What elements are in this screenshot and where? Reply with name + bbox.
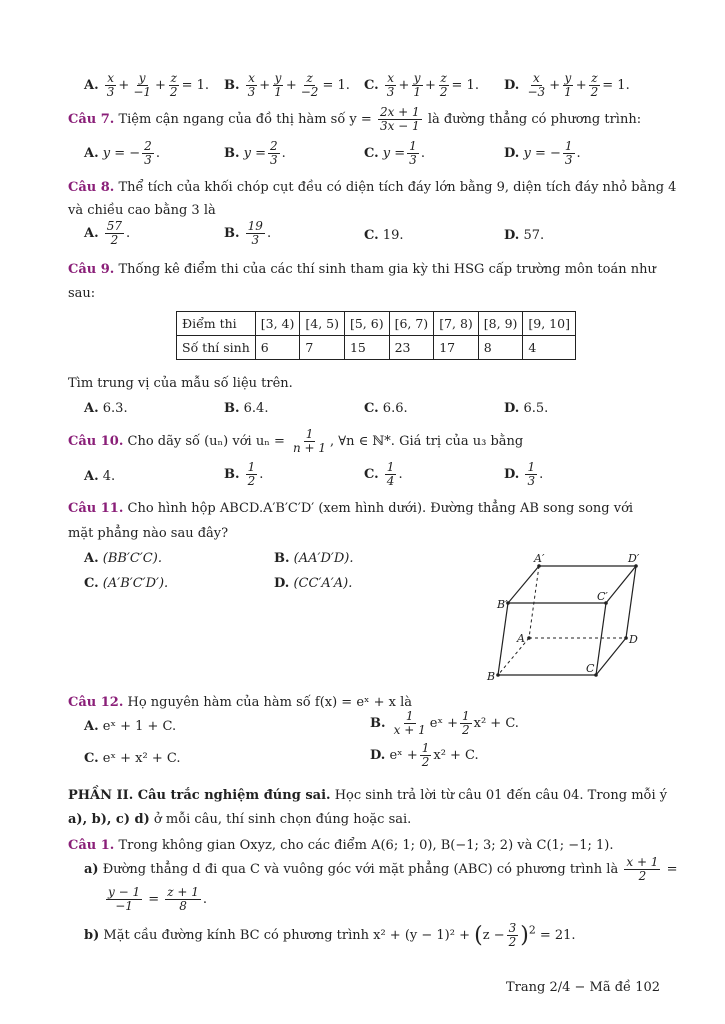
table-cell: 15: [344, 336, 389, 360]
q11-option-c: C. (A′B′C′D′).: [84, 576, 169, 591]
table-cell: 23: [389, 336, 434, 360]
q10-option-b: B. $\frac{1}{2}$ .: [224, 460, 264, 488]
table-cell: [3, 4): [255, 312, 300, 336]
q10-option-c: C. $\frac{1}{4}$ .: [364, 460, 403, 488]
table-cell: [5, 6): [344, 312, 389, 336]
q7-option-d: D. y = − $\frac{1}{3}$ .: [504, 139, 581, 167]
q10-option-d: D. $\frac{1}{3}$ .: [504, 460, 544, 488]
q9-option-a: A. 6.3.: [84, 401, 128, 416]
score-table: [176, 311, 576, 360]
q10-stem: Câu 10. Cho dãy số (uₙ) với uₙ = $\frac{1}{n + 1}$ , ∀n ∈ ℕ*. Giá trị của u₃ bằng: [68, 427, 524, 455]
table-cell: [6, 7): [389, 312, 434, 336]
table-cell: 4: [523, 336, 576, 360]
q8-stem: Câu 8. Thể tích của khối chóp cụt đều có diện tích đáy lớn bằng 9, diện tích đáy nhỏ bằng 4: [68, 180, 677, 195]
q7-stem: Câu 7. Tiệm cận ngang của đồ thị hàm số y = $\frac{2x + 1}{3x - 1}$ là đường thẳng có phương trình:: [68, 105, 642, 133]
table-cell: [9, 10]: [523, 312, 576, 336]
part2-header-line2: a), b), c) d) ở mỗi câu, thí sinh chọn đúng hoặc sai.: [68, 812, 412, 827]
q12-option-d: D. eˣ + $\frac{1}{2}$ x² + C.: [370, 741, 479, 769]
q6-option-b: B. $\frac{x}{3}$ + $\frac{y}{1}$ + $\frac{z}{-2}$ = 1.: [224, 71, 350, 99]
vertex-label-a1: A′: [534, 552, 545, 565]
q8-option-c: C. 19.: [364, 228, 404, 243]
q8-option-b: B. $\frac{19}{3}$ .: [224, 219, 272, 247]
vertex-label-a: A: [517, 632, 525, 645]
q11-option-d: D. (CC′A′A).: [274, 576, 353, 591]
q9-stem: Câu 9. Thống kê điểm thi của các thí sinh tham gia kỳ thi HSG cấp trường môn toán như: [68, 262, 656, 277]
q11-option-b: B. (AA′D′D).: [274, 551, 354, 566]
q6-option-a: A. $\frac{x}{3}$ + $\frac{y}{-1}$ + $\frac{z}{2}$ = 1.: [84, 71, 209, 99]
part2-header: PHẦN II. Câu trắc nghiệm đúng sai. Học sinh trả lời từ câu 01 đến câu 04. Trong mỗi ý: [68, 788, 668, 803]
table-cell: 17: [434, 336, 479, 360]
table-cell: [7, 8): [434, 312, 479, 336]
p2q1-item-a-cont: $\frac{y - 1}{-1}$ = $\frac{z + 1}{8}$ .: [108, 885, 208, 913]
q6-option-c: C. $\frac{x}{3}$ + $\frac{y}{1}$ + $\frac{z}{2}$ = 1.: [364, 71, 479, 99]
q8-option-d: D. 57.: [504, 228, 545, 243]
vertex-label-c: C: [586, 662, 595, 675]
q10-option-a: A. 4.: [84, 469, 116, 484]
q6-option-d: D. $\frac{x}{-3}$ + $\frac{y}{1}$ + $\frac{z}{2}$ = 1.: [504, 71, 630, 99]
q7-option-b: B. y = $\frac{2}{3}$ .: [224, 139, 286, 167]
q8-option-a: A. $\frac{57}{2}$ .: [84, 219, 131, 247]
vertex-label-d1: D′: [628, 552, 640, 565]
table-cell: [4, 5): [300, 312, 345, 336]
table-cell: 8: [478, 336, 523, 360]
vertex-label-d: D: [629, 633, 638, 646]
vertex-label-b1: B′: [497, 598, 508, 611]
table-cell: Số thí sinh: [177, 336, 256, 360]
q12-stem: Câu 12. Họ nguyên hàm của hàm số f(x) = eˣ + x là: [68, 695, 413, 710]
table-cell: Điểm thi: [177, 312, 256, 336]
vertex-label-c1: C′: [597, 590, 608, 603]
table-cell: 6: [255, 336, 300, 360]
q12-option-c: C. eˣ + x² + C.: [84, 751, 181, 766]
q9-ask: Tìm trung vị của mẫu số liệu trên.: [68, 376, 293, 391]
table-cell: [8, 9): [478, 312, 523, 336]
table-row: [177, 336, 576, 360]
q12-option-a: A. eˣ + 1 + C.: [84, 719, 177, 734]
page-footer: Trang 2/4 − Mã đề 102: [506, 980, 661, 995]
q11-stem-line2: mặt phẳng nào sau đây?: [68, 526, 229, 541]
q11-option-a: A. (BB′C′C).: [84, 551, 162, 566]
q7-option-c: C. y = $\frac{1}{3}$ .: [364, 139, 425, 167]
table-cell: 7: [300, 336, 345, 360]
parallelepiped-figure: [480, 550, 650, 685]
p2q1-item-b: b) Mặt cầu đường kính BC có phương trình x² + (y − 1)² + (z − $\frac{3}{2}$ )$^2$ = 21.: [84, 921, 576, 949]
q8-stem-line2: và chiều cao bằng 3 là: [68, 203, 216, 218]
q11-stem: Câu 11. Cho hình hộp ABCD.A′B′C′D′ (xem hình dưới). Đường thẳng AB song song với: [68, 501, 634, 516]
q7-option-a: A. y = − $\frac{2}{3}$ .: [84, 139, 160, 167]
q12-option-b: B. $\frac{1}{x + 1}$ eˣ + $\frac{1}{2}$ x² + C.: [370, 709, 519, 737]
p2q1-stem: Câu 1. Trong không gian Oxyz, cho các điểm A(6; 1; 0), B(−1; 3; 2) và C(1; −1; 1).: [68, 838, 614, 853]
vertex-label-b: B: [487, 670, 496, 683]
q9-option-d: D. 6.5.: [504, 401, 549, 416]
q9-option-c: C. 6.6.: [364, 401, 408, 416]
q9-option-b: B. 6.4.: [224, 401, 269, 416]
table-header-row: [177, 312, 576, 336]
q9-stem-line2: sau:: [68, 286, 96, 301]
p2q1-item-a: a) Đường thẳng d đi qua C và vuông góc với mặt phẳng (ABC) có phương trình là $\frac{x + 1}{2}$ =: [84, 855, 678, 883]
